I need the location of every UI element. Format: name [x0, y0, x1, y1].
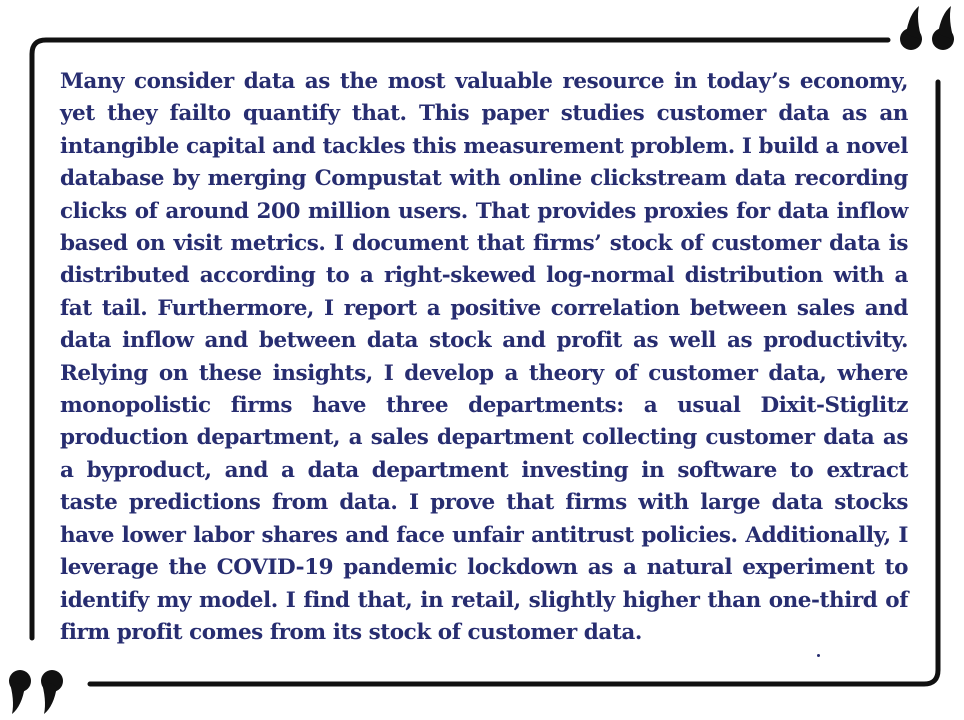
quote-body-text: Many consider data as the most valuable resource in today’s economy, yet they failto quantify that. This paper studies customer data as an intangible capital and tackles this measurement problem. I build a novel database by merging Compustat with online clickstream data recording clicks of around 200 million users. That provides proxies for data inflow based on visit metrics. I document that firms’ stock of customer data is distributed according to a right-skewed log-normal distribution with a fat tail. Furthermore, I report a positive correlation between sales and data inflow and between data stock and profit as well as productivity. Relying on these insights, I develop a theory of customer data, where monopolistic firms have three departments: a usual Dixit-Stiglitz production department, a sales department collecting customer data as a byproduct, and a data department investing in software to extract taste predictions from data. I prove that firms with large data stocks have lower labor shares and face unfair antitrust policies. Additionally, I leverage the COVID-19 pandemic lockdown as a natural experiment to identify my model. I find that, in retail, slightly higher than one-third of firm profit comes from its stock of customer data. — [60, 69, 908, 645]
decorative-dot — [817, 654, 820, 657]
closing-quotation-mark-icon — [900, 6, 954, 50]
opening-quotation-mark-icon — [9, 670, 63, 714]
